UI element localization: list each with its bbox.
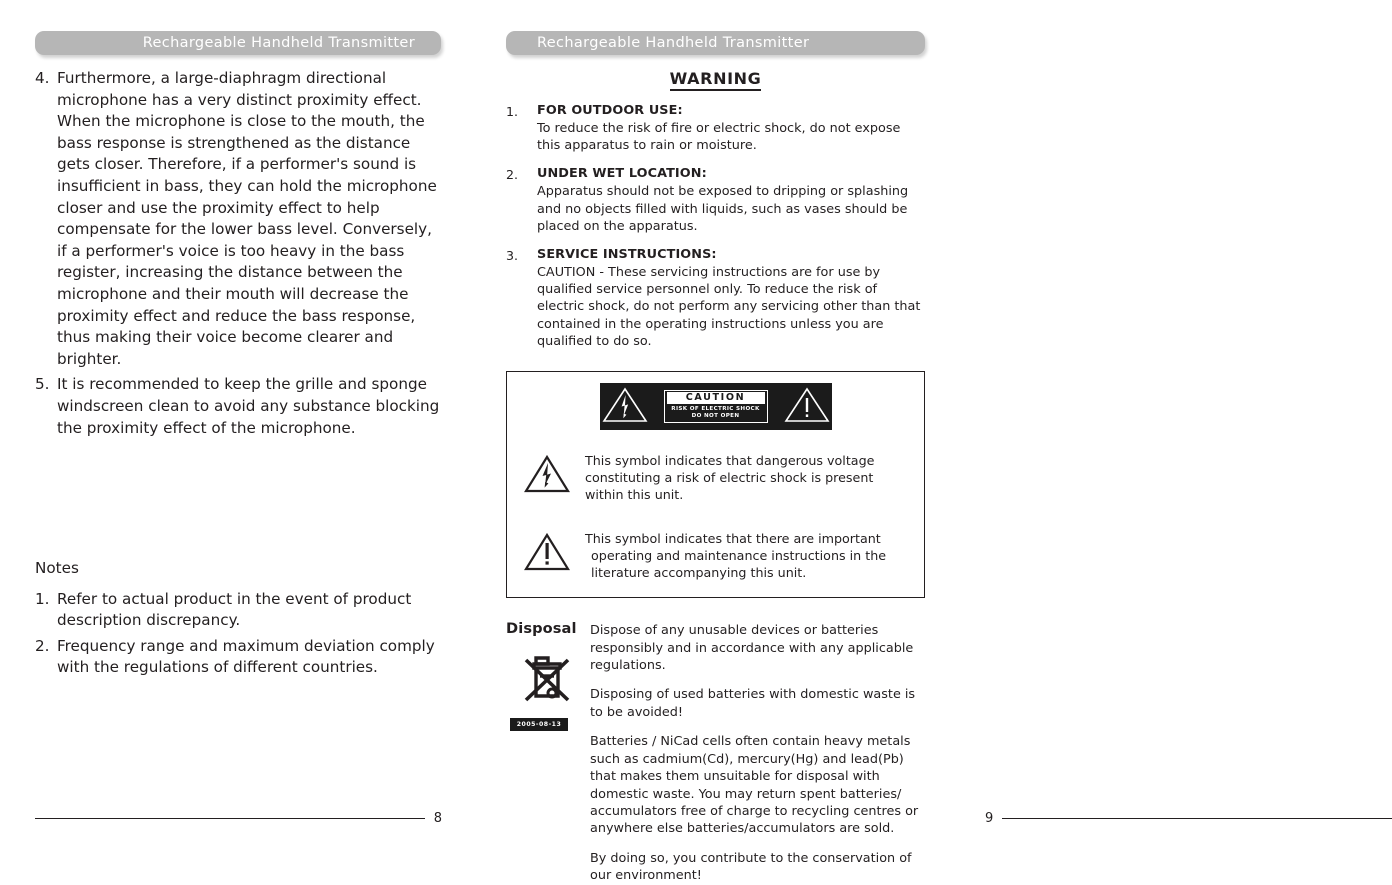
disposal-text-column: [590, 620, 925, 884]
right-page-footer: [985, 812, 1392, 825]
list-item-number: 2.: [35, 636, 50, 655]
symbol-explanation-text: This symbol indicates that dangerous voltage constituting a risk of electric shock is present within this unit.: [585, 453, 875, 503]
warning-item: [506, 246, 925, 350]
disposal-title: Disposal: [506, 620, 577, 638]
footer-rule: [35, 818, 425, 819]
symbol-explanation-row: [517, 452, 914, 504]
warning-item-text: To reduce the risk of fire or electric shock, do not expose this apparatus to rain or moisture.: [537, 121, 901, 154]
warning-item: [506, 165, 925, 235]
symbol-explanation-text-multiline: [585, 530, 908, 582]
left-running-header: [35, 31, 441, 55]
caution-banner: [600, 383, 832, 430]
disposal-date-tag: 2005-08-13: [510, 718, 568, 731]
disposal-paragraph: Batteries / NiCad cells often contain heavy metals such as cadmium(Cd), mercury(Hg) and lead(Pb) that makes them unsuitable for disposal with domestic waste. You may return spent batteries/ accumulators free of charge to recycling centres or anywhere else batteries/accumulators are sold.: [590, 734, 919, 837]
disposal-paragraph: Disposing of used batteries with domestic waste is to be avoided!: [590, 687, 916, 720]
caution-sub-line2: DO NOT OPEN: [691, 413, 740, 420]
caution-sub-line1: RISK OF ELECTRIC SHOCK: [671, 405, 760, 412]
symbol-text-line-3: literature accompanying this unit.: [591, 565, 807, 581]
list-item-text: Refer to actual product in the event of product description discrepancy.: [57, 589, 412, 630]
warning-item: [506, 102, 925, 154]
list-item: [35, 374, 441, 439]
list-item-number: 4.: [35, 69, 50, 87]
symbol-text-line-1: This symbol indicates that there are important: [585, 530, 881, 546]
disposal-icon-column: [506, 620, 590, 731]
right-running-header: [506, 31, 925, 55]
left-page-column: [0, 0, 477, 849]
exclamation-triangle-icon: [784, 387, 830, 427]
warning-heading-text: WARNING: [670, 69, 762, 91]
warning-item-heading: UNDER WET LOCATION:: [537, 166, 707, 182]
notes-section: [35, 558, 447, 680]
warning-item-number: 1.: [506, 104, 519, 119]
lightning-bolt-triangle-icon: [523, 452, 571, 498]
symbol-explanation-row: [517, 530, 914, 582]
disposal-section: [506, 620, 925, 884]
right-page-column: [477, 0, 994, 884]
right-header-title: Rechargeable Handheld Transmitter: [537, 34, 810, 51]
list-item: [35, 68, 441, 370]
warning-item-text: CAUTION - These servicing instructions are for use by qualified service personnel only. To reduce the risk of electric shock, do not perform any servicing other than that contained in the operating instructions unless you are qualified to do so.: [537, 265, 921, 349]
list-item-text: It is recommended to keep the grille and sponge windscreen clean to avoid any substance blocking the proximity effect of the microphone.: [57, 375, 440, 437]
warning-heading: [506, 69, 925, 88]
left-header-title: Rechargeable Handheld Transmitter: [142, 34, 415, 51]
list-item-number: 1.: [35, 589, 50, 608]
notes-list: [35, 589, 447, 679]
list-item: [35, 589, 447, 632]
footer-rule: [1002, 818, 1392, 819]
caution-box: [506, 371, 925, 598]
warning-item-number: 3.: [506, 248, 519, 264]
crossed-out-wheelie-bin-icon: [516, 646, 590, 712]
left-page-footer: [35, 812, 442, 825]
warning-item-number: 2.: [506, 167, 519, 183]
page-number: 8: [433, 811, 442, 826]
warning-list: [506, 102, 925, 350]
list-item-text: Furthermore, a large-diaphragm directional microphone has a very distinct proximity effect. When the microphone is close to the mouth, the bass response is strengthened as the distance gets closer. Therefore, if a performer's sound is insufficient in bass, they can hold the microphone closer and use the proximity effect to help compensate for the lower bass level. Conversely, if a performer's voice is too heavy in the bass register, increasing the distance between the microphone and their mouth will decrease the proximity effect and reduce the bass response, thus making their voice become clearer and brighter.: [57, 69, 437, 368]
lightning-bolt-triangle-icon: [602, 387, 648, 427]
caution-label: [664, 390, 768, 424]
exclamation-triangle-icon: [523, 530, 571, 576]
warning-item-heading: SERVICE INSTRUCTIONS:: [537, 247, 717, 263]
disposal-paragraph: Dispose of any unusable devices or batteries responsibly and in accordance with any applicable regulations.: [590, 623, 914, 674]
left-numbered-list: [35, 68, 441, 439]
page-number: 9: [985, 811, 994, 826]
disposal-paragraph: By doing so, you contribute to the conservation of our environment!: [590, 850, 912, 884]
list-item-text: Frequency range and maximum deviation comply with the regulations of different countries.: [57, 636, 435, 677]
notes-heading: Notes: [35, 559, 79, 577]
list-item: [35, 636, 447, 679]
symbol-text-line-2: operating and maintenance instructions in the: [591, 547, 887, 563]
warning-item-text: Apparatus should not be exposed to dripping or splashing and no objects filled with liquids, such as vases should be placed on the apparatus.: [537, 184, 909, 234]
warning-item-heading: FOR OUTDOOR USE:: [537, 103, 683, 118]
caution-word: CAUTION: [667, 392, 765, 405]
list-item-number: 5.: [35, 375, 50, 394]
